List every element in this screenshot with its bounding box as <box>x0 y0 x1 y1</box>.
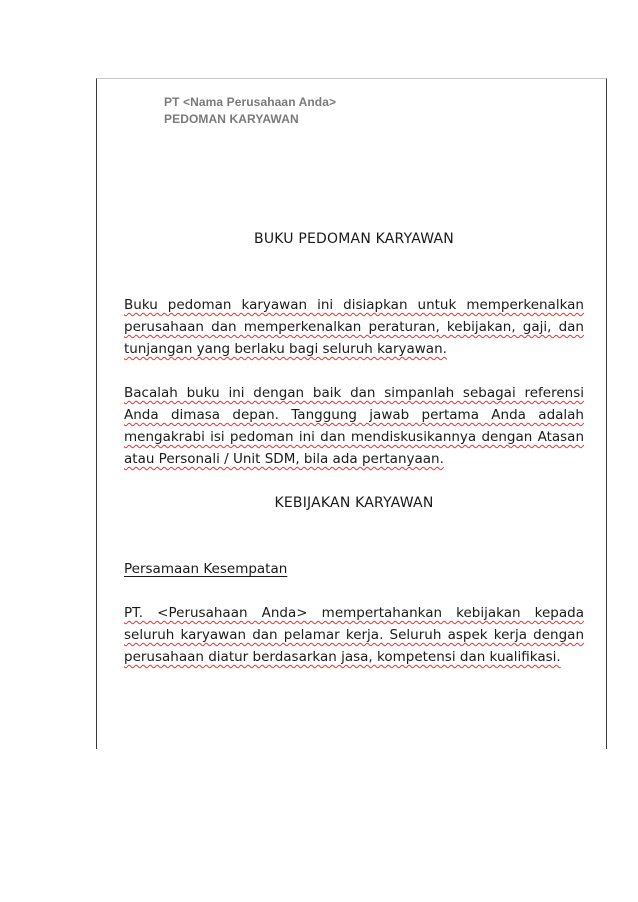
document-body <box>124 228 584 668</box>
section-title: KEBIJAKAN KARYAWAN <box>274 495 434 511</box>
subsection-title: Persamaan Kesempatan <box>124 561 288 577</box>
page-header <box>164 94 336 128</box>
document-title: BUKU PEDOMAN KARYAWAN <box>254 231 454 247</box>
subsection-paragraph: PT. <Perusahaan Anda> mempertahankan kebijakan kepada seluruh karyawan dan pelamar kerja. Seluruh aspek kerja dengan perusahaan diatur berdasarkan jasa, kompetensi dan kualifikasi. <box>124 605 584 665</box>
intro-paragraph-2: Bacalah buku ini dengan baik dan simpanlah sebagai referensi Anda dimasa depan. Tanggung jawab pertama Anda adalah mengakrabi isi pedoman ini dan mendiskusikannya dengan Atasan atau Personali / Unit SDM, bila ada pertanyaan. <box>124 385 584 467</box>
intro-paragraph-1: Buku pedoman karyawan ini disiapkan untuk memperkenalkan perusahaan dan memperkenalkan peraturan, kebijakan, gaji, dan tunjangan yang berlaku bagi seluruh karyawan. <box>124 297 584 357</box>
header-document-title: PEDOMAN KARYAWAN <box>164 112 299 126</box>
header-company-name: PT <Nama Perusahaan Anda> <box>164 95 337 109</box>
